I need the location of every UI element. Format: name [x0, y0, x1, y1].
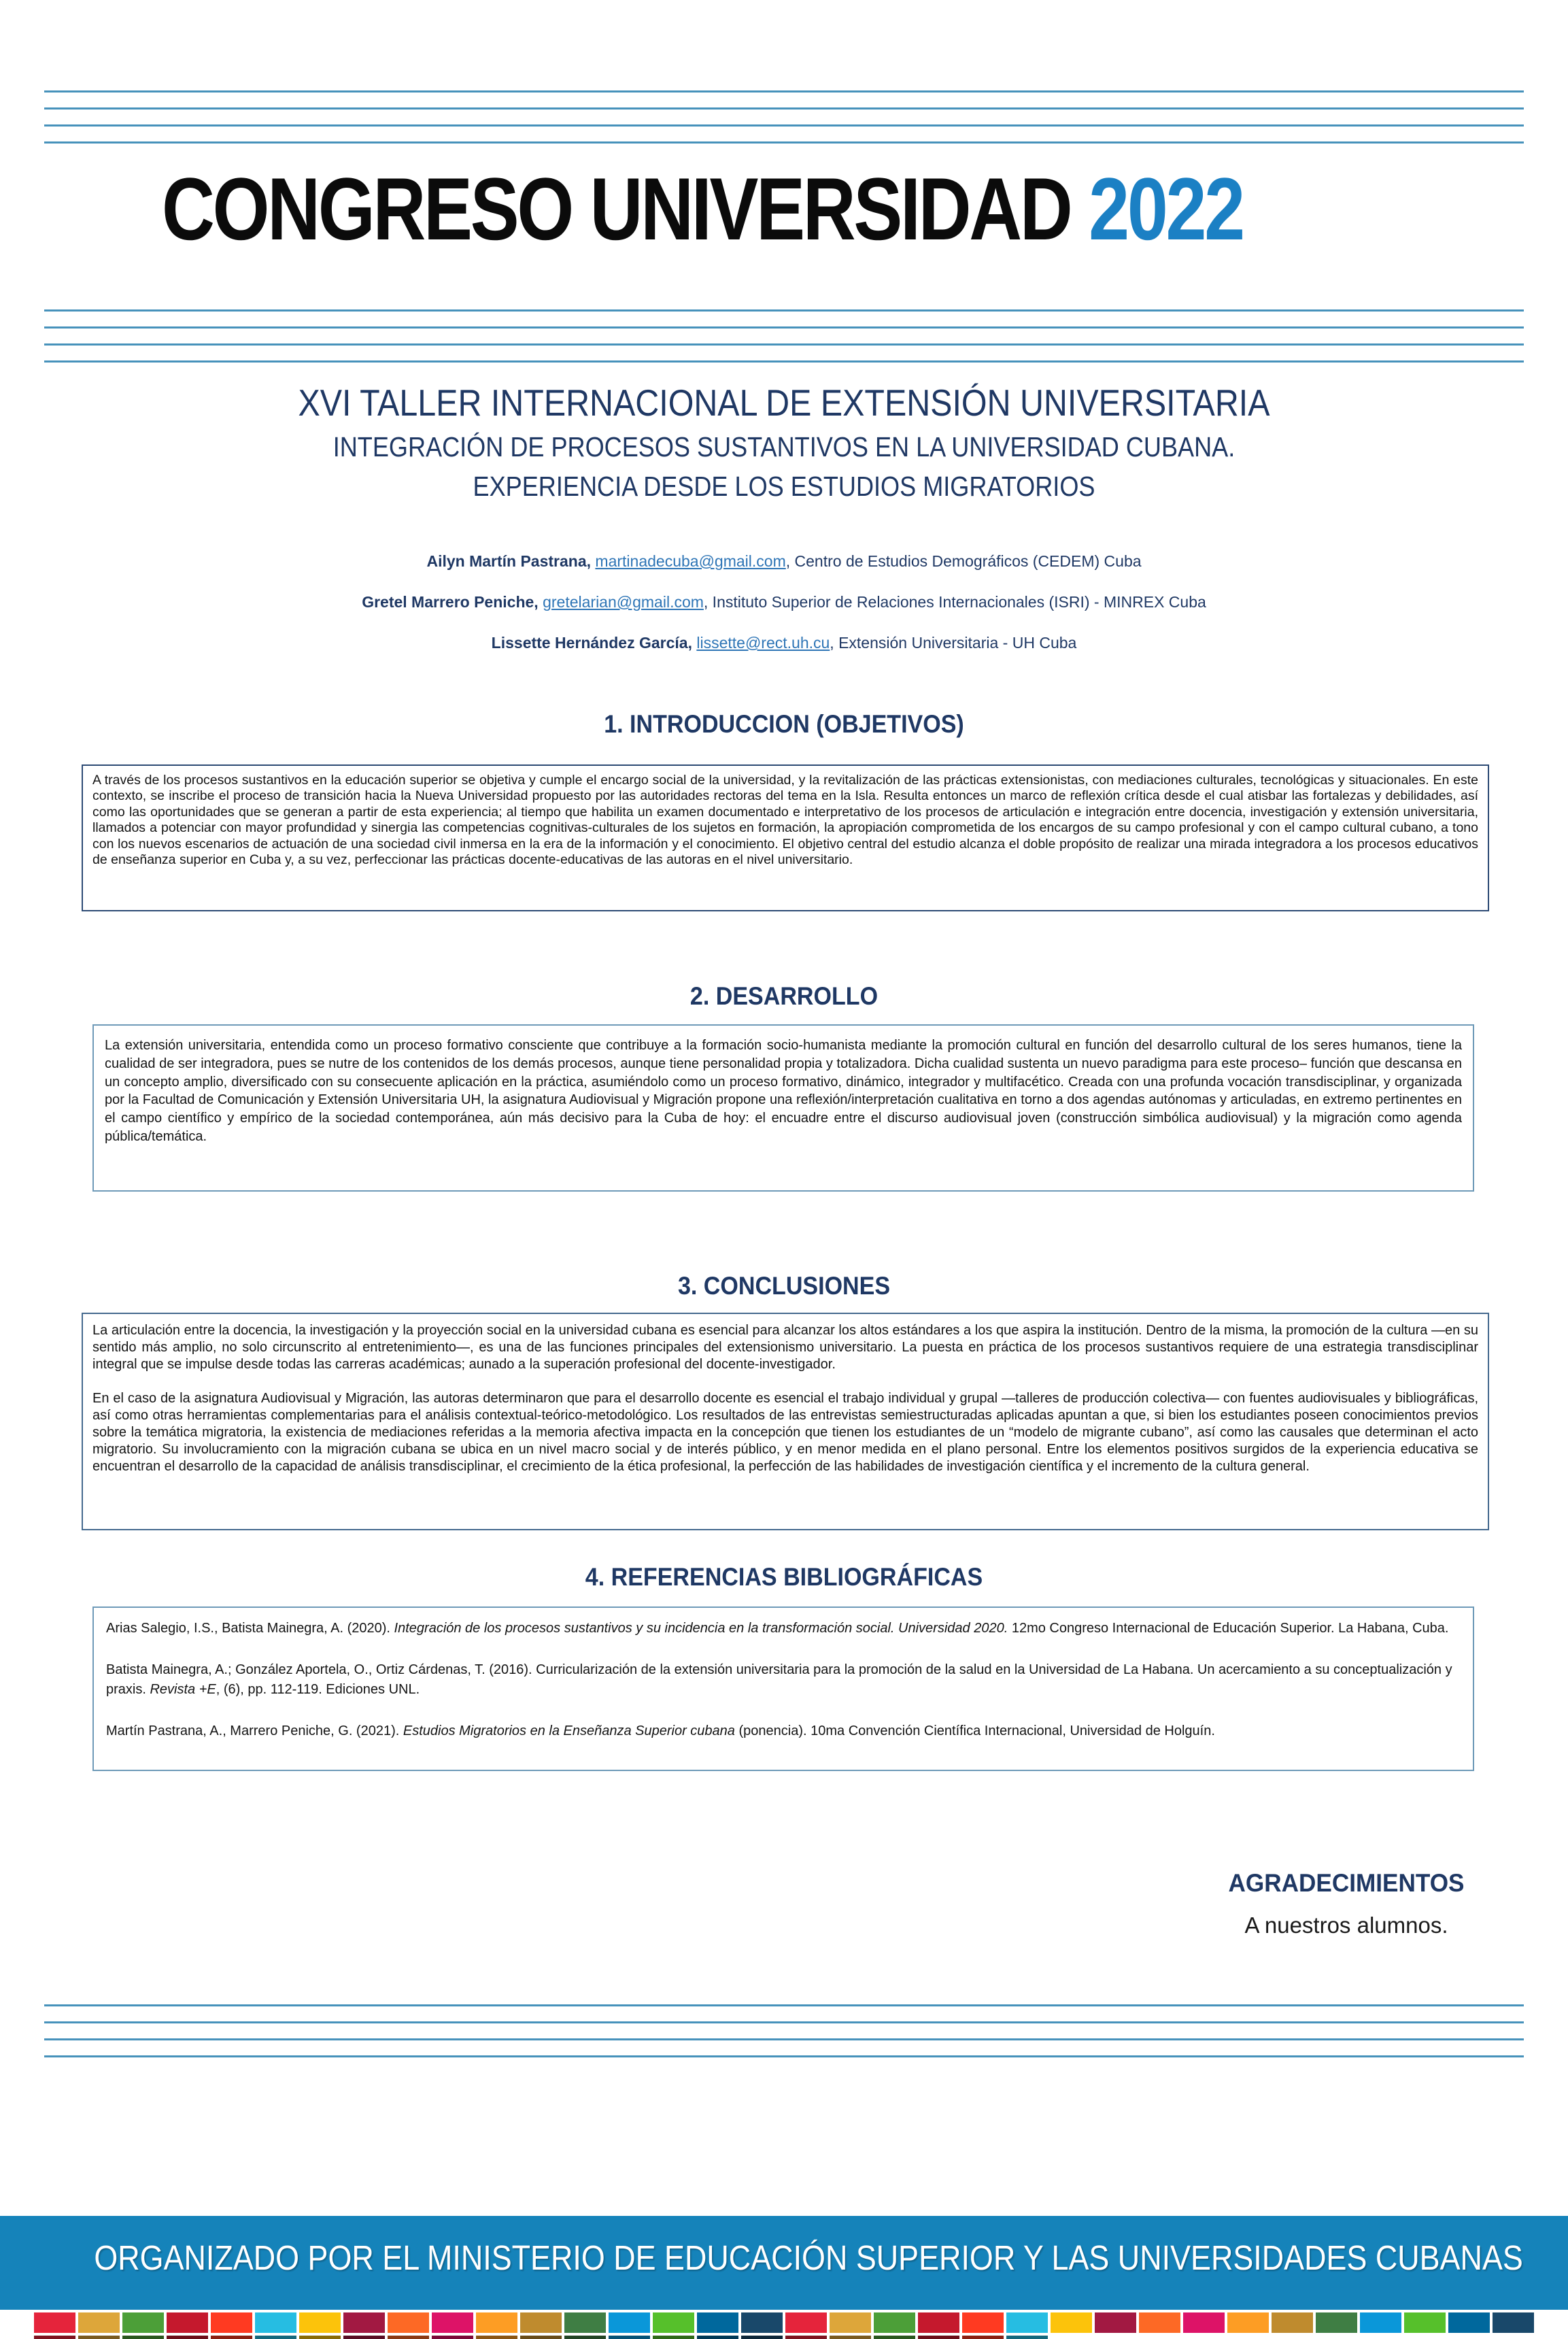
sdg-color-square	[1227, 2312, 1269, 2333]
sdg-color-square	[432, 2336, 473, 2339]
author-email-link[interactable]: martinadecuba@gmail.com	[595, 552, 786, 570]
sdg-color-square	[697, 2312, 738, 2333]
acknowledgements-heading: AGRADECIMIENTOS	[1228, 1869, 1465, 1897]
author-name: Lissette Hernández García,	[491, 634, 697, 652]
reference-item	[106, 1721, 1461, 1741]
sdg-color-square	[520, 2336, 562, 2339]
sdg-color-square	[564, 2312, 606, 2333]
sdg-color-square	[1095, 2312, 1136, 2333]
decorative-rule	[44, 309, 1524, 312]
author-affiliation: , Extensión Universitaria - UH Cuba	[830, 634, 1077, 652]
sdg-color-square	[653, 2312, 694, 2333]
conclusiones-paragraph-1: La articulación entre la docencia, la investigación y la proyección social en la universidad cubana es esencial para alcanzar los altos estándares a los que aspira la institución. Dentro de la misma, la promoción de la cultura —en su sentido más amplio, no solo circunscrito al entretenimiento—, es una de las funciones principales del extensionismo universitario. La puesta en práctica de los procesos sustantivos requiere de una estrategia transdisciplinar integral que se impulse desde todas las carreras académicas; aunado a la superación profesional del docente-investigador.	[92, 1323, 1478, 1372]
sdg-color-square	[874, 2336, 915, 2339]
sdg-color-square	[211, 2336, 252, 2339]
sdg-color-square	[388, 2312, 429, 2333]
sdg-color-square	[1316, 2312, 1357, 2333]
conclusiones-text-box	[82, 1313, 1489, 1530]
decorative-rule	[44, 141, 1524, 144]
decorative-rule	[44, 2038, 1524, 2040]
sdg-color-strip-dark	[34, 2336, 1048, 2339]
sdg-color-square	[432, 2312, 473, 2333]
author-line	[0, 593, 1568, 634]
acknowledgements-text: A nuestros alumnos.	[1244, 1913, 1448, 1938]
event-subtitle-line1: INTEGRACIÓN DE PROCESOS SUSTANTIVOS EN LA UNIVERSIDAD CUBANA.	[333, 431, 1235, 462]
sdg-color-square	[962, 2312, 1004, 2333]
sdg-color-square	[1006, 2336, 1048, 2339]
sdg-color-square	[1183, 2312, 1225, 2333]
sdg-color-square	[1272, 2312, 1313, 2333]
author-name: Ailyn Martín Pastrana,	[426, 552, 596, 570]
sdg-color-square	[830, 2336, 871, 2339]
author-email-link[interactable]: lissette@rect.uh.cu	[696, 634, 830, 652]
sdg-color-square	[211, 2312, 252, 2333]
reference-title: Estudios Migratorios en la Enseñanza Superior cubana	[403, 1723, 735, 1738]
decorative-rule	[44, 90, 1524, 92]
reference-item	[106, 1660, 1461, 1700]
reference-item	[106, 1619, 1461, 1638]
footer-text: ORGANIZADO POR EL MINISTERIO DE EDUCACIÓN SUPERIOR Y LAS UNIVERSIDADES CUBANAS	[94, 2238, 1523, 2277]
sdg-color-square	[741, 2336, 783, 2339]
reference-text: (ponencia). 10ma Convención Científica Internacional, Universidad de Holguín.	[734, 1723, 1215, 1738]
sdg-color-square	[1006, 2312, 1048, 2333]
author-line	[0, 634, 1568, 675]
sdg-color-square	[1139, 2312, 1180, 2333]
sdg-color-square	[122, 2336, 164, 2339]
sdg-color-square	[167, 2336, 208, 2339]
sdg-color-square	[255, 2312, 296, 2333]
sdg-color-square	[476, 2312, 517, 2333]
conclusiones-paragraph-2: En el caso de la asignatura Audiovisual y Migración, las autoras determinaron que para el desarrollo docente es esencial el trabajo individual y grupal —talleres de producción colectiva— con fuentes audiovisuales y bibliográficas, así como otras herramientas complementarias para el análisis contextual-teórico-metodológico. Los resultados de las entrevistas semiestructuradas aplicadas apuntan a que, si bien los estudiantes poseen conocimientos previos sobre la temática migratoria, la existencia de mediaciones referidas a la memoria afectiva impacta en la concepción que tienen los estudiantes de un “modelo de migrante cubano”, así como las causales que determinan el acto migratorio. Su involucramiento con la migración cubana se ubica en un nivel macro social y de interés público, y en menor medida en el plano personal. Entre los elementos positivos surgidos de la experiencia educativa se encuentran el desarrollo de la capacidad de análisis transdisciplinar, el crecimiento de la ética profesional, la perfección de las habilidades de investigación científica y el incremento de la cultura general.	[92, 1391, 1478, 1474]
sdg-color-square	[34, 2312, 75, 2333]
decorative-rule	[44, 343, 1524, 346]
sdg-color-square	[1404, 2312, 1446, 2333]
sdg-color-square	[388, 2336, 429, 2339]
sdg-color-square	[653, 2336, 694, 2339]
section-heading-introduccion: 1. INTRODUCCION (OBJETIVOS)	[604, 710, 964, 738]
congress-title-year: 2022	[1089, 159, 1243, 258]
acknowledgements-block	[1142, 1869, 1550, 1938]
decorative-rule	[44, 326, 1524, 329]
sdg-color-square	[785, 2312, 827, 2333]
section-heading-conclusiones: 3. CONCLUSIONES	[677, 1272, 891, 1300]
decorative-rule	[44, 2004, 1524, 2006]
reference-text: , (6), pp. 112-119. Ediciones UNL.	[216, 1682, 420, 1697]
referencias-text-box	[92, 1606, 1474, 1771]
decorative-rule	[44, 107, 1524, 110]
reference-text: Batista Mainegra, A.; González Aportela, O., Ortiz Cárdenas, T. (2016). Curricularización de la extensión universitaria para la promoción de la salud en la Universidad de La Habana. Un acercamiento a su conceptualización y praxis.	[106, 1662, 1452, 1697]
congress-title-text: CONGRESO UNIVERSIDAD	[162, 159, 1089, 258]
reference-title: Integración de los procesos sustantivos y su incidencia en la transformación social. Universidad 2020.	[394, 1621, 1008, 1636]
sdg-color-square	[918, 2312, 959, 2333]
decorative-rule	[44, 124, 1524, 127]
authors-block	[0, 552, 1568, 675]
section-heading-referencias: 4. REFERENCIAS BIBLIOGRÁFICAS	[585, 1563, 983, 1591]
sdg-color-square	[1448, 2312, 1490, 2333]
sdg-color-square	[697, 2336, 738, 2339]
sdg-color-square	[1360, 2312, 1401, 2333]
sdg-color-square	[78, 2336, 120, 2339]
sdg-color-square	[1051, 2312, 1092, 2333]
sdg-color-square	[962, 2336, 1004, 2339]
sdg-color-square	[78, 2312, 120, 2333]
author-affiliation: , Centro de Estudios Demográficos (CEDEM) Cuba	[785, 552, 1142, 570]
sdg-color-square	[785, 2336, 827, 2339]
section-heading-desarrollo: 2. DESARROLLO	[689, 982, 879, 1010]
decorative-rule	[44, 2021, 1524, 2023]
reference-title: Revista +E	[150, 1682, 216, 1697]
sdg-color-square	[741, 2312, 783, 2333]
sdg-color-square	[564, 2336, 606, 2339]
sdg-color-square	[520, 2312, 562, 2333]
sdg-color-square	[476, 2336, 517, 2339]
author-affiliation: , Instituto Superior de Relaciones Internacionales (ISRI) - MINREX Cuba	[703, 593, 1206, 611]
author-line	[0, 552, 1568, 593]
congress-title	[162, 159, 1243, 258]
sdg-color-square	[255, 2336, 296, 2339]
sdg-color-square	[918, 2336, 959, 2339]
author-email-link[interactable]: gretelarian@gmail.com	[543, 593, 704, 611]
introduccion-text-box: A través de los procesos sustantivos en la educación superior se objetiva y cumple el encargo social de la universidad, y la revitalización de las prácticas extensionistas, con mediaciones culturales, tecnológicas y situacionales. En este contexto, se inscribe el proceso de transición hacia la Nueva Universidad propuesto por las autoridades rectoras del tema en la Isla. Resulta entonces un marco de reflexión crítica desde el cual atisbar las fortalezas y debilidades, así como las oportunidades que se generan a partir de esta experiencia; al tiempo que habilita un examen documentado e interpretativo de los procesos de articulación e integración entre docencia, investigación y extensión universitaria, llamados a potenciar con mayor profundidad y sinergia las competencias cognitivas-culturales de los sujetos en formación, la apropiación comprometida de los encargos de su campo profesional y con el campo cultural cubano, a tono con los nuevos escenarios de actuación de una sociedad civil inmersa en la era de la información y el conocimiento. El objetivo central del estudio alcanza el doble propósito de realizar una mirada integradora a los procesos educativos de enseñanza superior en Cuba y, a su vez, perfeccionar las prácticas docente-educativas de las autoras en el nivel universitario.	[82, 764, 1489, 911]
sdg-color-square	[122, 2312, 164, 2333]
sdg-color-square	[299, 2312, 341, 2333]
sdg-color-square	[830, 2312, 871, 2333]
author-name: Gretel Marrero Peniche,	[362, 593, 543, 611]
sdg-color-square	[167, 2312, 208, 2333]
event-title: XVI TALLER INTERNACIONAL DE EXTENSIÓN UNIVERSITARIA	[298, 382, 1270, 424]
sdg-color-square	[299, 2336, 341, 2339]
reference-text: Arias Salegio, I.S., Batista Mainegra, A. (2020).	[106, 1621, 394, 1636]
reference-text: 12mo Congreso Internacional de Educación Superior. La Habana, Cuba.	[1008, 1621, 1449, 1636]
sdg-color-strip	[34, 2312, 1534, 2333]
event-subtitle-line2: EXPERIENCIA DESDE LOS ESTUDIOS MIGRATORIOS	[473, 471, 1095, 502]
reference-text: Martín Pastrana, A., Marrero Peniche, G. (2021).	[106, 1723, 403, 1738]
sdg-color-square	[609, 2336, 650, 2339]
sdg-color-square	[343, 2312, 385, 2333]
sdg-color-square	[343, 2336, 385, 2339]
sdg-color-square	[609, 2312, 650, 2333]
sdg-color-square	[874, 2312, 915, 2333]
sdg-color-square	[1493, 2312, 1534, 2333]
decorative-rule	[44, 360, 1524, 363]
decorative-rule	[44, 2055, 1524, 2057]
desarrollo-text-box: La extensión universitaria, entendida como un proceso formativo consciente que contribuye a la formación socio-humanista mediante la promoción cultural en función del desarrollo cultural de los seres humanos, tiene la cualidad de ser integradora, pues se nutre de los contenidos de los demás procesos, aunque tiene personalidad propia y totalizadora. Dicha cualidad sustenta un nuevo paradigma para este proceso– función que descansa en un concepto amplio, diversificado con su consecuente aplicación en la práctica, asumiéndolo como un proceso formativo, dinámico, integrador y multifacético. Creada con una profunda vocación transdisciplinar, y organizada por la Facultad de Comunicación y Extensión Universitaria UH, la asignatura Audiovisual y Migración propone una reflexión/interpretación cualitativa en torno a dos agendas autónomas y articuladas, en extremo pertinentes en el campo científico y empírico de la sociedad contemporánea, aún más decisivo para la Cuba de hoy: el encuadre entre el discurso audiovisual joven (construcción simbólica audiovisual) y la migración como agenda pública/temática.	[92, 1024, 1474, 1192]
sdg-color-square	[34, 2336, 75, 2339]
